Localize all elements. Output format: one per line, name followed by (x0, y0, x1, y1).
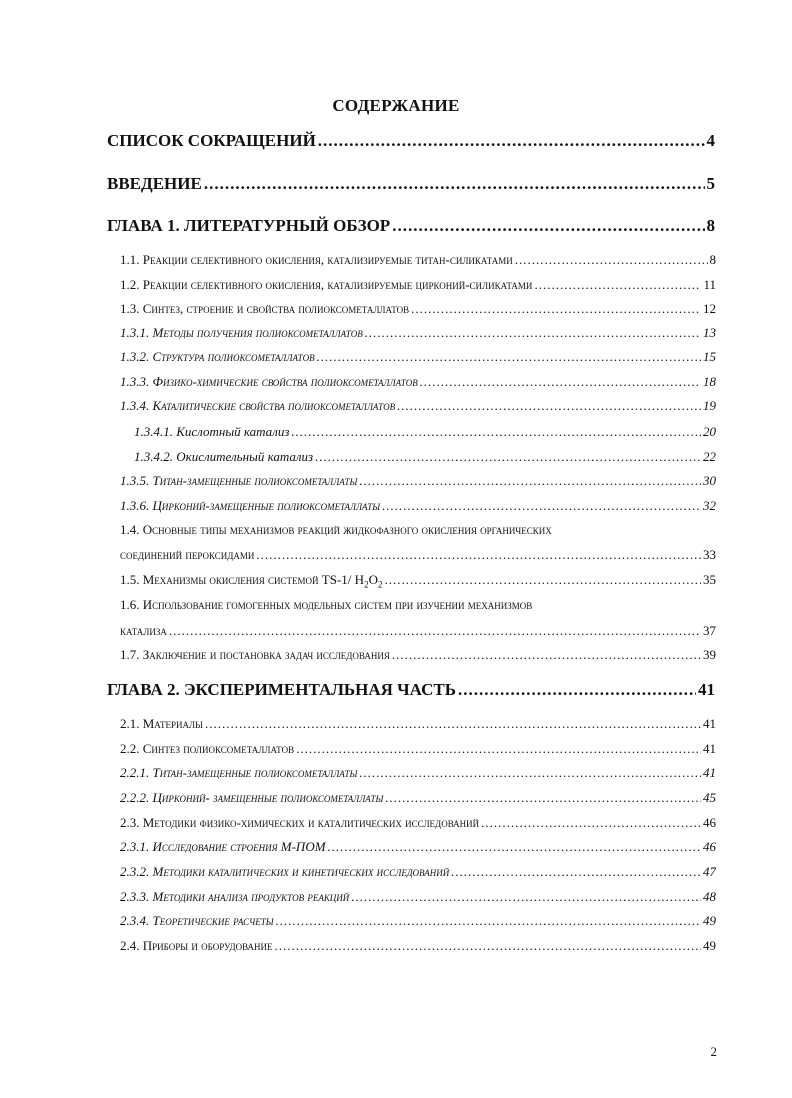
toc-entry-page: 47 (703, 864, 716, 879)
toc-entry-title: 2.3. Методики физико-химических и каталитических исследований (120, 815, 480, 830)
toc-entry-title: 1.3.4.2. Окислительный катализ (134, 449, 314, 464)
toc-entry-page: 4 (706, 131, 715, 150)
toc-entry-title-text: 1.5. Механизмы окисления системой TS-1/ H (120, 572, 365, 587)
toc-leader-dots (420, 374, 701, 390)
toc-entry-line-1[interactable] (120, 597, 716, 613)
toc-entry-title: 1.7. Заключение и постановка задач исследования (120, 647, 390, 662)
toc-entry-page: 46 (703, 815, 716, 830)
toc-entry-page: 45 (703, 790, 716, 805)
toc-entry-page: 15 (703, 349, 716, 364)
toc-entry-title: 2.1. Материалы (120, 716, 203, 731)
toc-entry-title (120, 572, 382, 590)
toc-entry[interactable] (120, 815, 716, 831)
toc-entry[interactable] (120, 498, 716, 514)
toc-leader-dots (384, 572, 701, 588)
toc-entry[interactable] (120, 741, 716, 757)
toc-entry-title: 1.4. Основные типы механизмов реакций жидкофазного окисления органических (120, 522, 552, 537)
toc-entry[interactable] (107, 174, 715, 194)
toc-entry-line-1[interactable] (120, 522, 716, 538)
toc-entry[interactable] (120, 913, 716, 929)
page-title: СОДЕРЖАНИЕ (332, 96, 460, 115)
toc-entry[interactable] (120, 277, 716, 293)
toc-entry[interactable] (120, 349, 716, 365)
toc-entry-title: 2.2.1. Титан-замещенные полиоксометаллаты (120, 765, 358, 780)
toc-entry-line-2[interactable] (120, 623, 716, 639)
toc-entry-title: 1.3.2. Структура полиоксометаллатов (120, 349, 315, 364)
toc-entry-title: 2.3.3. Методики анализа продуктов реакций (120, 889, 350, 904)
toc-leader-dots (365, 325, 701, 341)
formula-part: O (368, 572, 378, 587)
toc-leader-dots (318, 131, 705, 151)
toc-entry[interactable] (120, 765, 716, 781)
toc-entry[interactable] (107, 680, 715, 700)
toc-entry[interactable] (120, 889, 716, 905)
toc-entry-page: 12 (703, 301, 716, 316)
toc-entry-title: 1.3.4.1. Кислотный катализ (134, 424, 290, 439)
toc-entry-page: 22 (703, 449, 716, 464)
toc-leader-dots (328, 839, 701, 855)
toc-entry-title: 1.1. Реакции селективного окисления, катализируемые титан-силикатами (120, 252, 513, 267)
subscript: 2 (364, 579, 369, 590)
toc-entry-page: 30 (703, 473, 716, 488)
toc-entry-page: 32 (703, 498, 716, 513)
toc-entry-title: 1.3.1. Методы получения полиоксометаллатов (120, 325, 363, 340)
toc-entry-title: 1.3.4. Каталитические свойства полиоксометаллатов (120, 398, 396, 413)
toc-entry-page: 48 (703, 889, 716, 904)
toc-entry-title: 2.2. Синтез полиоксометаллатов (120, 741, 295, 756)
toc-entry[interactable] (107, 131, 715, 151)
toc-entry-page: 20 (703, 424, 716, 439)
toc-entry-page: 33 (703, 547, 716, 562)
toc-leader-dots (392, 216, 704, 236)
toc-entry-page: 41 (698, 680, 715, 699)
toc-entry-page: 19 (703, 398, 716, 413)
toc-entry-title: ГЛАВА 1. ЛИТЕРАТУРНЫЙ ОБЗОР (107, 216, 391, 235)
toc-leader-dots (291, 424, 701, 440)
toc-entry[interactable] (120, 398, 716, 414)
toc-entry[interactable] (120, 572, 716, 590)
toc-entry-page: 46 (703, 839, 716, 854)
toc-entry[interactable] (120, 473, 716, 489)
toc-leader-dots (458, 680, 696, 700)
toc-leader-dots (359, 473, 701, 489)
toc-entry-title: 1.3.6. Цирконий-замещенные полиоксометаллаты (120, 498, 381, 513)
toc-entry-title: 2.4. Приборы и оборудование (120, 938, 273, 953)
toc-entry-page: 39 (703, 647, 716, 662)
toc-entry[interactable] (120, 301, 716, 317)
toc-leader-dots (451, 864, 701, 880)
toc-leader-dots (276, 913, 701, 929)
toc-entry-page: 13 (703, 325, 716, 340)
toc-entry[interactable] (120, 839, 716, 855)
toc-leader-dots (534, 277, 701, 293)
toc-entry-title-continued: соединений пероксидами (120, 547, 255, 562)
toc-leader-dots (296, 741, 701, 757)
toc-entry-title: ВВЕДЕНИЕ (107, 174, 202, 193)
toc-leader-dots (382, 498, 701, 514)
toc-entry[interactable] (120, 374, 716, 390)
toc-entry-title: 2.3.4. Теоретические расчеты (120, 913, 274, 928)
toc-leader-dots (351, 889, 701, 905)
toc-entry-page: 8 (706, 216, 715, 235)
toc-leader-dots (169, 623, 701, 639)
toc-leader-dots (392, 647, 701, 663)
toc-entry[interactable] (107, 216, 715, 236)
toc-leader-dots (315, 449, 701, 465)
toc-entry-title: 1.3. Синтез, строение и свойства полиоксометаллатов (120, 301, 410, 316)
toc-leader-dots (275, 938, 701, 954)
toc-entry-page: 49 (703, 913, 716, 928)
toc-entry-page: 8 (709, 252, 716, 267)
toc-leader-dots (256, 547, 701, 563)
page-number: 2 (710, 1044, 717, 1059)
toc-leader-dots (317, 349, 701, 365)
toc-entry-line-2[interactable] (120, 547, 716, 563)
toc-entry-title: 1.2. Реакции селективного окисления, катализируемые цирконий-силикатами (120, 277, 533, 292)
toc-entry[interactable] (120, 647, 716, 663)
toc-leader-dots (204, 174, 705, 194)
toc-entry-page: 35 (703, 572, 716, 587)
toc-entry-title-continued: катализа (120, 623, 167, 638)
toc-entry-page: 18 (703, 374, 716, 389)
toc-leader-dots (205, 716, 701, 732)
toc-leader-dots (515, 252, 708, 268)
toc-entry[interactable] (120, 938, 716, 954)
toc-entry-page: 41 (703, 716, 716, 731)
toc-entry-page: 49 (703, 938, 716, 953)
toc-leader-dots (385, 790, 701, 806)
toc-entry-title: СПИСОК СОКРАЩЕНИЙ (107, 131, 316, 150)
toc-entry-page: 37 (703, 623, 716, 638)
subscript: 2 (377, 579, 383, 590)
toc-entry-page: 5 (706, 174, 715, 193)
toc-entry[interactable] (134, 424, 716, 440)
toc-entry-page: 41 (703, 741, 716, 756)
toc-leader-dots (397, 398, 701, 414)
toc-leader-dots (359, 765, 701, 781)
toc-entry[interactable] (120, 325, 716, 341)
toc-entry[interactable] (120, 790, 716, 806)
toc-entry-page: 41 (703, 765, 716, 780)
toc-entry-title: 1.3.5. Титан-замещенные полиоксометаллаты (120, 473, 358, 488)
toc-entry-title: 2.3.2. Методики каталитических и кинетических исследований (120, 864, 450, 879)
toc-entry-title: 2.3.1. Исследование строения М-ПОМ (120, 839, 326, 854)
toc-entry[interactable] (134, 449, 716, 465)
toc-entry-title: 2.2.2. Цирконий- замещенные полиоксометаллаты (120, 790, 384, 805)
toc-leader-dots (411, 301, 701, 317)
toc-entry-title: ГЛАВА 2. ЭКСПЕРИМЕНТАЛЬНАЯ ЧАСТЬ (107, 680, 456, 699)
toc-entry-title: 1.3.3. Физико-химические свойства полиоксометаллатов (120, 374, 418, 389)
toc-entry[interactable] (120, 252, 716, 268)
toc-entry-page: 11 (703, 277, 716, 292)
toc-entry[interactable] (120, 864, 716, 880)
toc-leader-dots (481, 815, 701, 831)
toc-entry-title: 1.6. Использование гомогенных модельных систем при изучении механизмов (120, 597, 533, 612)
toc-entry[interactable] (120, 716, 716, 732)
